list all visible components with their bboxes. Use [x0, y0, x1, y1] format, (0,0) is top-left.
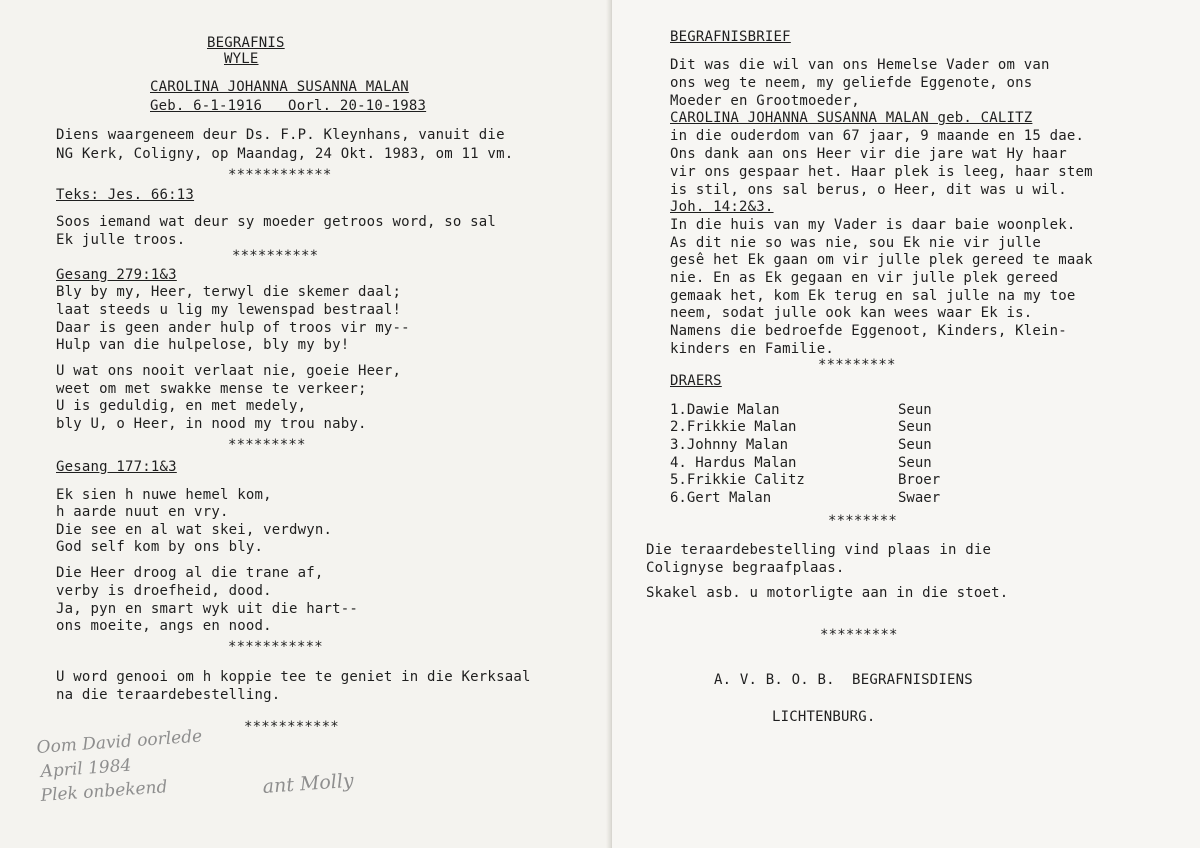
hymn-1-line: weet om met swakke mense te verkeer;: [56, 381, 367, 397]
bearer-relation: Seun: [898, 402, 932, 418]
verse-line: In die huis van my Vader is daar baie woonplek.: [670, 217, 1076, 233]
bearer-name: 1.Dawie Malan: [670, 402, 780, 418]
bearer-name: 5.Frikkie Calitz: [670, 472, 805, 488]
bearer-relation: Seun: [898, 437, 932, 453]
handwritten-note: Plek onbekend: [40, 777, 169, 806]
bearer-relation: Swaer: [898, 490, 941, 506]
letter-line: Moeder en Grootmoeder,: [670, 93, 860, 109]
heading-wyle: WYLE: [224, 51, 259, 67]
verse-line: gemaak het, kom Ek terug en sal julle na my toe: [670, 288, 1076, 304]
bearer-name: 2.Frikkie Malan: [670, 419, 797, 435]
hymn-2-line: Die Heer droog al die trane af,: [56, 565, 324, 581]
separator: **********: [232, 248, 319, 264]
letter-line: in die ouderdom van 67 jaar, 9 maande en 15 dae.: [670, 128, 1085, 144]
hymn-1-line: Bly by my, Heer, terwyl die skemer daal;: [56, 284, 402, 300]
hymn-2-line: Ja, pyn en smart wyk uit die hart--: [56, 601, 359, 617]
verse-line: As dit nie so was nie, sou Ek nie vir julle: [670, 235, 1042, 251]
hymn-1-line: U is geduldig, en met medely,: [56, 398, 307, 414]
bearer-name: 6.Gert Malan: [670, 490, 772, 506]
separator: ********: [828, 513, 898, 529]
undertaker-town: LICHTENBURG.: [772, 709, 876, 725]
hymn-1-line: Hulp van die hulpelose, bly my by!: [56, 337, 350, 353]
bearer-name: 3.Johnny Malan: [670, 437, 789, 453]
separator: *********: [228, 437, 306, 453]
hymn-1-line: bly U, o Heer, in nood my trou naby.: [56, 416, 367, 432]
hymn-1-title: Gesang 279:1&3: [56, 267, 177, 283]
hymn-2-line: ons moeite, angs en nood.: [56, 618, 272, 634]
hymn-2-line: verby is droefheid, dood.: [56, 583, 272, 599]
separator: ***********: [244, 719, 339, 735]
verse-reference: Joh. 14:2&3.: [670, 199, 774, 215]
handwritten-note: April 1984: [40, 755, 133, 782]
verse-line: gesê het Ek gaan om vir julle plek gereed te maak: [670, 252, 1093, 268]
letter-line: ons weg te neem, my geliefde Eggenote, ons: [670, 75, 1033, 91]
hymn-1-line: laat steeds u lig my lewenspad bestraal!: [56, 302, 402, 318]
hymn-2-line: God self kom by ons bly.: [56, 539, 264, 555]
handwritten-note: ant Molly: [262, 769, 355, 798]
bearers-title: DRAERS: [670, 373, 722, 389]
service-line-1: Diens waargeneem deur Ds. F.P. Kleynhans, vanuit die: [56, 127, 505, 143]
verse-line: kinders en Familie.: [670, 341, 834, 357]
verse-line: neem, sodat julle ook kan wees waar Ek is.: [670, 305, 1033, 321]
letter-title: BEGRAFNISBRIEF: [670, 29, 791, 45]
hymn-1-line: Daar is geen ander hulp of troos vir my--: [56, 320, 410, 336]
verse-line: nie. En as Ek gegaan en vir julle plek gereed: [670, 270, 1059, 286]
life-dates: Geb. 6-1-1916 Oorl. 20-10-1983: [150, 98, 427, 114]
separator: *********: [820, 627, 898, 643]
separator: ***********: [228, 639, 323, 655]
letter-line: Dit was die wil van ons Hemelse Vader om van: [670, 57, 1050, 73]
invitation-line-1: U word genooi om h koppie tee te geniet in die Kerksaal: [56, 669, 531, 685]
burial-line-1: Die teraardebestelling vind plaas in die: [646, 542, 992, 558]
hymn-1-line: U wat ons nooit verlaat nie, goeie Heer,: [56, 363, 402, 379]
letter-line: is stil, ons sal berus, o Heer, dit was u wil.: [670, 182, 1067, 198]
separator: *********: [818, 357, 896, 373]
handwritten-note: Oom David oorlede: [36, 726, 203, 758]
burial-line-2: Colignyse begraafplaas.: [646, 560, 845, 576]
hymn-2-line: Ek sien h nuwe hemel kom,: [56, 487, 272, 503]
bearer-relation: Seun: [898, 455, 932, 471]
hymn-2-line: Die see en al wat skei, verdwyn.: [56, 522, 333, 538]
invitation-line-2: na die teraardebestelling.: [56, 687, 281, 703]
verse-line: Namens die bedroefde Eggenoot, Kinders, Klein-: [670, 323, 1067, 339]
deceased-full-name: CAROLINA JOHANNA SUSANNA MALAN geb. CALITZ: [670, 110, 1033, 126]
bearer-name: 4. Hardus Malan: [670, 455, 797, 471]
service-line-2: NG Kerk, Coligny, op Maandag, 24 Okt. 1983, om 11 vm.: [56, 146, 514, 162]
deceased-name: CAROLINA JOHANNA SUSANNA MALAN: [150, 79, 409, 95]
separator: ************: [228, 167, 332, 183]
hymn-2-line: h aarde nuut en vry.: [56, 504, 229, 520]
scripture-reference: Teks: Jes. 66:13: [56, 187, 195, 203]
right-page: [612, 0, 1200, 848]
letter-line: Ons dank aan ons Heer vir die jare wat Hy haar: [670, 146, 1067, 162]
scripture-line-1: Soos iemand wat deur sy moeder getroos word, so sal: [56, 214, 497, 230]
headlights-notice: Skakel asb. u motorligte aan in die stoet.: [646, 585, 1009, 601]
hymn-2-title: Gesang 177:1&3: [56, 459, 177, 475]
heading-begrafnis: BEGRAFNIS: [207, 35, 285, 51]
undertaker-name: A. V. B. O. B. BEGRAFNISDIENS: [714, 672, 973, 688]
letter-line: vir ons gespaar het. Haar plek is leeg, haar stem: [670, 164, 1093, 180]
bearer-relation: Seun: [898, 419, 932, 435]
bearer-relation: Broer: [898, 472, 941, 488]
scripture-line-2: Ek julle troos.: [56, 232, 186, 248]
